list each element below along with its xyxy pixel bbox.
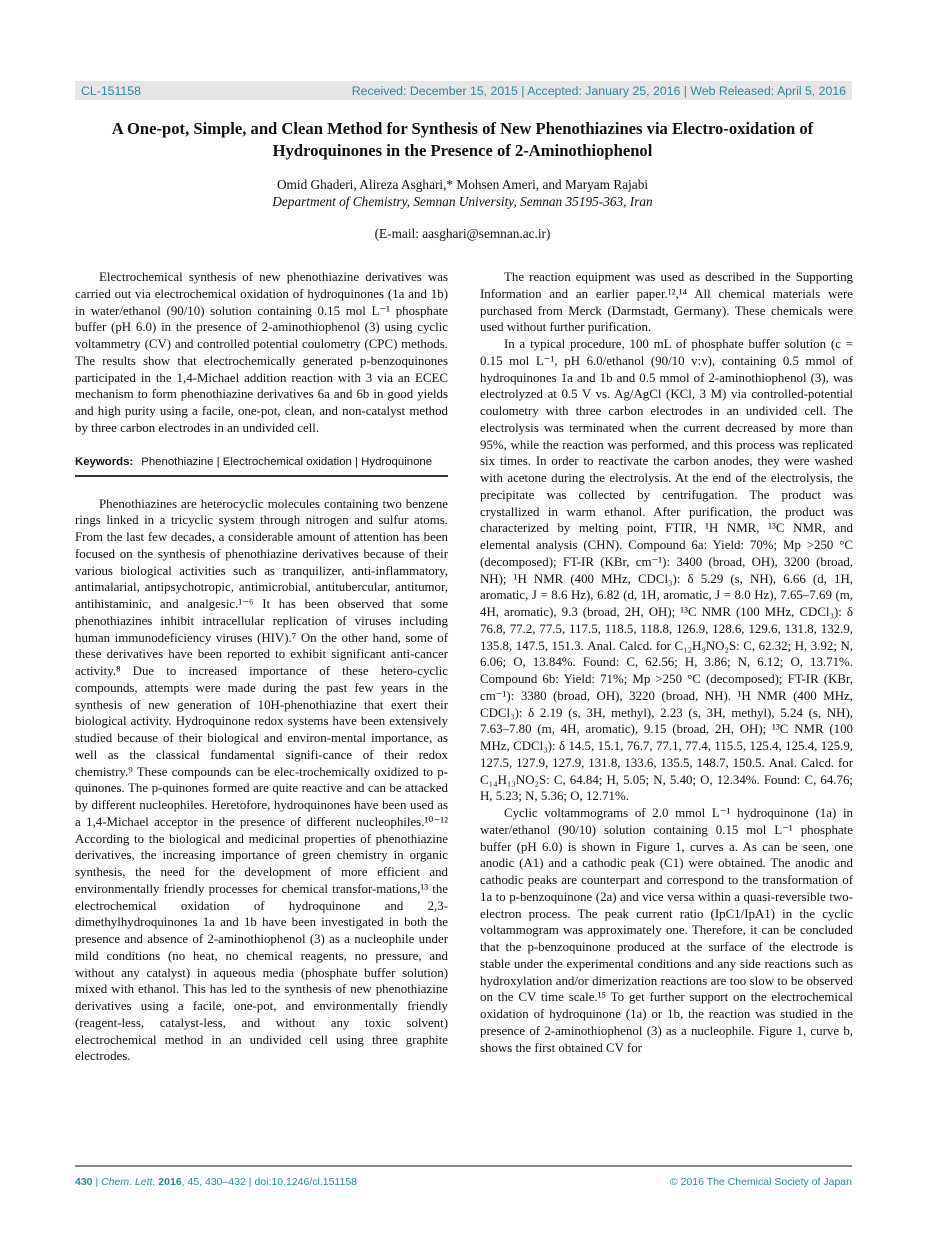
journal-header-bar — [75, 81, 852, 100]
authors: Omid Ghaderi, Alireza Asghari,* Mohsen Ameri, and Maryam Rajabi — [276, 177, 649, 192]
page-footer — [75, 1176, 852, 1188]
body-paragraph: In a typical procedure, 100 mL of phosphate buffer solution (c = 0.15 mol L⁻¹, pH 6.0/ethanol (90/10 v:v), containing 0.5 mmol of hydroquinones 1a and 1b and 0.5 mmol of 2-aminothiophenol (3), was electrolyzed at 0.5 V vs. Ag/AgCl (KCl, 3 M) via controlled-potential coulometry with three carbon electrodes in an undivided cell. The electrolysis was terminated when the current decreased by more than 95%, while the reaction was performed, and this process was replicated six times. In order to reactivate the carbon anodes, they were washed with acetone during the electrolysis. At the end of the electrolysis, the precipitate was collected by centrifugation. The product was crystallized in warm ethanol. After purification, the product was characterized by melting point, FTIR, ¹H NMR, ¹³C NMR, and elemental analysis (CHN). Compound 6a: Yield: 70%; Mp >250 °C (decomposed); FT-IR (KBr, cm⁻¹): 3400 (broad, OH), 3200 (broad, NH); ¹H NMR (400 MHz, CDCl₃): δ 5.29 (s, NH), 6.66 (d, 1H, aromatic, J = 8.6 Hz), 6.82 (d, 1H, aromatic, J = 8.0 Hz), 7.65–7.69 (m, 4H, aromatic), 9.3 (broad, 2H, OH); ¹³C NMR (100 MHz, CDCl₃): δ 76.8, 77.2, 77.5, 117.5, 118.5, 118.8, 126.9, 128.6, 129.6, 131.8, 132.9, 135.8, 147.5, 151.3. Anal. Calcd. for C₁₂H₉NO₂S: C, 62.32; H, 3.92; N, 6.06; O, 13.84%. Found: C, 62.56; H, 3.86; N, 6.12; O, 13.71%. Compound 6b: Yield: 71%; Mp >250 °C (decomposed); FT-IR (KBr, cm⁻¹): 3380 (broad, OH), 3220 (broad, NH). ¹H NMR (400 MHz, CDCl₃): δ 2.19 (s, 3H, methyl), 2.23 (s, 3H, methyl), 5.24 (s, NH), 7.63–7.80 (m, 4H, aromatic), 9.15 (broad, 2H, OH); ¹³C NMR (100 MHz, CDCl₃): δ 14.5, 15.1, 76.7, 77.1, 77.4, 115.5, 125.4, 125.4, 125.9, 127.5, 127.9, 127.9, 131.8, 133.6, 135.5, 148.7, 150.5. Anal. Calcd. for C₁₄H₁₃NO₂S: C, 64.84; H, 5.05; N, 5.40; O, 12.34%. Found: C, 64.76; H, 5.23; N, 5.36; O, 12.71%. — [480, 337, 853, 804]
abstract: Electrochemical synthesis of new phenothiazine derivatives was carried out via electrochemical oxidation of hydroquinones (1a and 1b) in water/ethanol (90/10) solution containing 0.15 mol L⁻¹ phosphate buffer (pH 6.0) in the presence of 2-aminothiophenol (3) using cyclic voltammetry (CV) and controlled potential coulometry (CPC) methods. The results show that electrochemically generated p-benzoquinones participated in the 1,4-Michael addition reaction with 3 via an ECEC mechanism to form phenothiazine derivatives 6a and 6b in good yields and high purity using a facile, one-pot, clean, and non-catalyst method by three carbon electrodes in an undivided cell. — [75, 270, 448, 435]
copyright: © 2016 The Chemical Society of Japan — [669, 1176, 852, 1188]
article-dates: Received: December 15, 2015 | Accepted: January 25, 2016 | Web Released: April 5, 2016 — [351, 83, 846, 98]
body-paragraph: Phenothiazines are heterocyclic molecules containing two benzene rings linked in a tricyclic system through nitrogen and sulfur atoms. From the last few decades, a considerable amount of attention has been focused on the synthesis of phenothiazine derivatives because of their various biological activities such as tranquilizer, anti-inflammatory, antimalarial, antipsychotropic, antimicrobial, antitubercular, antitumor, antihistaminic, and analgesic.¹⁻⁶ It has been observed that some phenothiazines inhibit intracellular replication of viruses including human immunodeficiency viruses (HIV).⁷ On the other hand, some of these derivatives have been reported to exhibit significant anti-cancer activity.⁸ Due to increased importance of these hetero-cyclic compounds, attempts were made during the past few years in the synthesis of new generation of 10H-phenothiazine that exert their biological activity. Hydroquinone redox systems have been extensively studied because of their biological and environ-mental importance, as well as the classical fundamental signifi-cance of their redox chemistry.⁹ These compounds can be elec-trochemically oxidized to p-quinones. The p-quinones formed are quite reactive and can be attacked by different nucleophiles. Heretofore, hydroquinones have been used as a 1,4-Michael acceptor in the presence of different nucleophiles.¹⁰⁻¹² According to the biological and medicinal properties of phenothiazine derivatives, the increasing importance of green chemistry in organic synthesis, the need for the development of more efficient and environmentally friendly processes for chemical transfor-mations,¹³ the electrochemical oxidation of hydroquinone and 2,3-dimethylhydroquinones 1a and 1b have been investigated in both the presence and absence of 2-aminothiophenol (3) as a nucleophile under mild conditions (no heat, no chemical reagents, no pressure, and without any catalyst) in aqueous media (phosphate buffer solution) mixed with ethanol. This has led to the synthesis of new phenothiazine derivatives using a facile, one-pot, and environmentally friendly (reagent-less, catalyst-less, and without any toxic solvent) electrochemical method in an undivided cell using three graphite electrodes. — [75, 496, 448, 1064]
footer-divider — [75, 1165, 852, 1167]
doi[interactable]: , 45, 430–432 | doi:10.1246/cl.151158 — [181, 1176, 358, 1188]
paper-title: A One-pot, Simple, and Clean Method for Synthesis of New Phenothiazines via Electro-oxidation of Hydroquinones in the Presence of 2-Aminothiophenol — [111, 119, 814, 160]
affiliation: Department of Chemistry, Semnan University, Semnan 35195-363, Iran — [272, 194, 653, 209]
page-number: 430 — [75, 1176, 93, 1188]
body-paragraph: The reaction equipment was used as described in the Supporting Information and an earlier paper.¹²,¹⁴ All chemical materials were purchased from Merck (Darmstadt, Germany). These chemicals were used without further purification. — [480, 270, 853, 335]
keywords-label: Keywords: — [75, 455, 134, 468]
body-paragraph: Cyclic voltammograms of 2.0 mmol L⁻¹ hydroquinone (1a) in water/ethanol (90/10) solution containing 0.15 mol L⁻¹ phosphate buffer (pH 6.0) is shown in Figure 1, curves a. As can be seen, one anodic (A1) and a cathodic peak (C1) were obtained. The anodic and cathodic peaks are counterpart and correspond to the transformation of 1a to p-benzoquinone (2a) and vice versa within a quasi-reversible two-electron process. The peak current ratio (IpC1/IpA1) in the cyclic voltammogram was approximately one. Therefore, it can be concluded that the p-benzoquinone produced at the surface of the electrode is stable under the experimental conditions and any side reactions such as hydroxylation and/or dimerization reactions are too slow to be observed on the CV time scale.¹⁵ To get further support on the electrochemical oxidation of hydroquinone (1a) or 1b, the reaction was studied in the presence of 2-aminothiophenol (3) as a nucleophile. Figure 1, curve b, shows the first obtained CV for — [480, 806, 853, 1055]
right-column — [480, 269, 853, 1056]
keywords-list: Phenothiazine | Electrochemical oxidation | Hydroquinone — [141, 455, 433, 468]
contact-email[interactable]: (E-mail: aasghari@semnan.ac.ir) — [374, 226, 551, 241]
article-id: CL-151158 — [81, 83, 141, 98]
keywords — [75, 455, 448, 477]
left-column — [75, 269, 448, 1065]
journal-year: 2016 — [158, 1176, 182, 1188]
footer-citation: 430 | Chem. Lett. 2016, 45, 430–432 | doi:10.1246/cl.151158 — [75, 1176, 358, 1188]
journal-name: Chem. Lett. — [101, 1176, 156, 1188]
